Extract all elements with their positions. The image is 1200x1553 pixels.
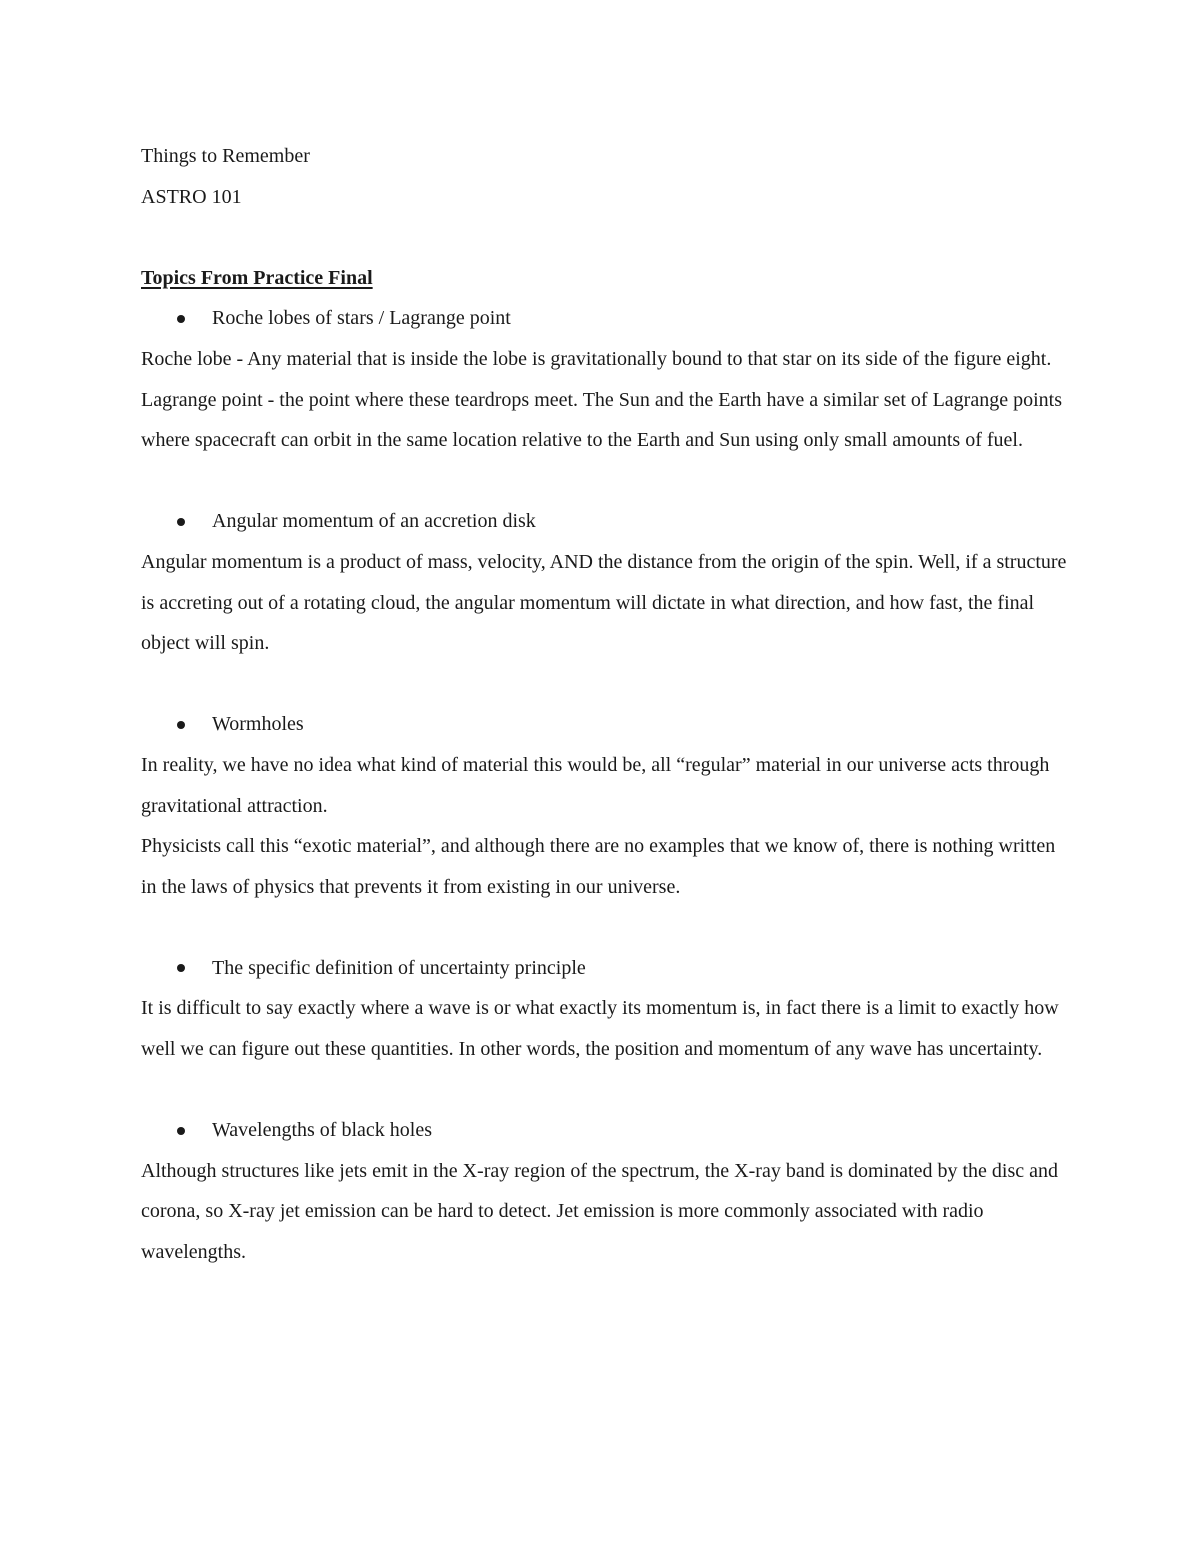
bullet-label: Wormholes [212, 713, 304, 736]
bullet-item [141, 704, 1071, 745]
paragraph: It is difficult to say exactly where a wave is or what exactly its momentum is, in fact there is a limit to exactly how well we can figure out these quantities. In other words, the position and momentum of any wave has uncertainty. [141, 997, 1059, 1061]
course-code: ASTRO 101 [141, 185, 242, 208]
bullet-dot-icon [177, 518, 185, 526]
spacer [141, 1070, 1071, 1111]
spacer [141, 461, 1071, 502]
bullet-item [141, 501, 1071, 542]
bullet-item [141, 948, 1071, 989]
bullet-dot-icon [177, 721, 185, 729]
bullet-dot-icon [177, 964, 185, 972]
bullet-dot-icon [177, 315, 185, 323]
bullet-dot-icon [177, 1127, 185, 1135]
bullet-item [141, 1110, 1071, 1151]
paragraph: Although structures like jets emit in the X-ray region of the spectrum, the X-ray band is dominated by the disc and corona, so X-ray jet emission can be hard to detect. Jet emission is more commonly associated with radio wavelengths. [141, 1159, 1058, 1264]
paragraph: In reality, we have no idea what kind of material this would be, all “regular” material in our universe acts through gravitational attraction. [141, 753, 1050, 817]
paragraph: Angular momentum is a product of mass, velocity, AND the distance from the origin of the spin. Well, if a structure is accreting out of a rotating cloud, the angular momentum will dictate in what direction, and how fast, the final object will spin. [141, 550, 1067, 655]
paragraph: Lagrange point - the point where these teardrops meet. The Sun and the Earth have a similar set of Lagrange points where spacecraft can orbit in the same location relative to the Earth and Sun using only small amounts of fuel. [141, 388, 1062, 452]
spacer [141, 664, 1071, 705]
section-heading: Topics From Practice Final [141, 266, 373, 289]
bullet-label: Angular momentum of an accretion disk [212, 510, 536, 533]
spacer [141, 907, 1071, 948]
paragraph: Physicists call this “exotic material”, and although there are no examples that we know of, there is nothing written in the laws of physics that prevents it from existing in our universe. [141, 835, 1056, 898]
bullet-label: The specific definition of uncertainty principle [212, 956, 586, 979]
paragraph: Roche lobe - Any material that is inside the lobe is gravitationally bound to that star on its side of the figure eight. [141, 347, 1052, 370]
document-title: Things to Remember [141, 145, 310, 167]
bullet-label: Roche lobes of stars / Lagrange point [212, 307, 511, 330]
spacer [141, 217, 1071, 258]
bullet-item [141, 298, 1071, 339]
document-page [141, 136, 1071, 1273]
bullet-label: Wavelengths of black holes [212, 1119, 432, 1142]
